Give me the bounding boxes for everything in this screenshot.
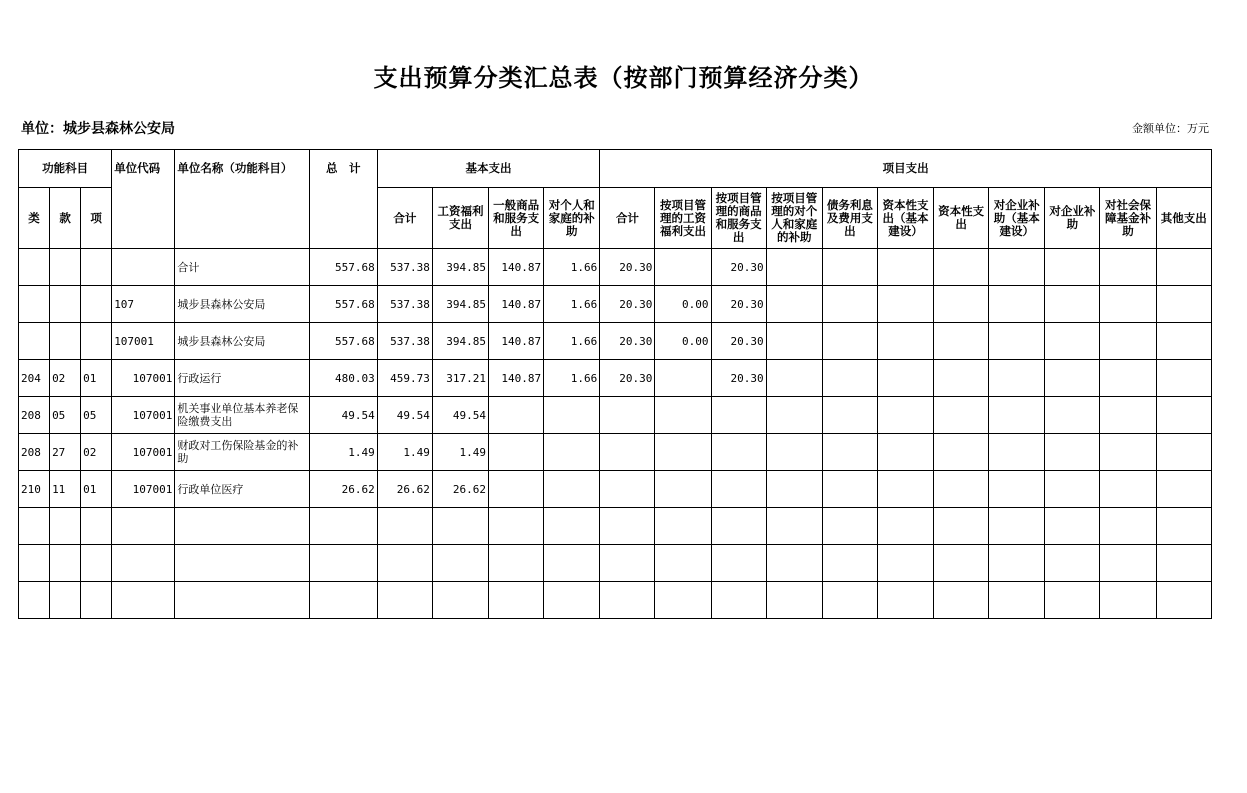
table-row — [19, 360, 1212, 397]
cell-kuan — [50, 323, 81, 360]
cell-project-goods: 20.30 — [711, 323, 766, 360]
header-basic-goods: 一般商品和服务支出 — [489, 188, 544, 249]
cell-total: 557.68 — [309, 286, 377, 323]
header-kuan: 款 — [50, 188, 81, 249]
cell-total: 26.62 — [309, 471, 377, 508]
cell-lei: 210 — [19, 471, 50, 508]
header-basic-expenditure: 基本支出 — [377, 150, 600, 188]
cell-xiang: 05 — [81, 397, 112, 434]
cell-lei — [19, 286, 50, 323]
cell-project-goods: 20.30 — [711, 249, 766, 286]
cell-project-sum: 20.30 — [600, 286, 655, 323]
table-row — [19, 286, 1212, 323]
unit-label: 单位：城步县森林公安局 — [21, 121, 175, 137]
cell-kuan: 11 — [50, 471, 81, 508]
cell-project-goods: 20.30 — [711, 360, 766, 397]
header-project-expenditure: 项目支出 — [600, 150, 1212, 188]
cell-xiang: 01 — [81, 471, 112, 508]
cell-basic-goods: 140.87 — [489, 360, 544, 397]
header-project-family: 按项目管理的对个人和家庭的补助 — [766, 188, 822, 249]
header-lei: 类 — [19, 188, 50, 249]
cell-project-wage — [655, 360, 711, 397]
cell-xiang — [81, 249, 112, 286]
cell-total: 557.68 — [309, 323, 377, 360]
cell-kuan — [50, 286, 81, 323]
cell-basic-goods — [489, 471, 544, 508]
empty-row — [19, 545, 1212, 582]
cell-name: 财政对工伤保险基金的补助 — [175, 434, 309, 471]
cell-project-wage — [655, 249, 711, 286]
amount-unit-label: 金额单位：万元 — [1132, 122, 1209, 135]
cell-basic-wage: 394.85 — [432, 323, 488, 360]
cell-basic-family: 1.66 — [544, 286, 600, 323]
cell-kuan — [50, 249, 81, 286]
header-basic-sum: 合计 — [377, 188, 432, 249]
table-row — [19, 249, 1212, 286]
cell-basic-family — [544, 397, 600, 434]
cell-name: 行政单位医疗 — [175, 471, 309, 508]
header-basic-wage: 工资福利支出 — [432, 188, 488, 249]
cell-total: 49.54 — [309, 397, 377, 434]
cell-basic-goods: 140.87 — [489, 286, 544, 323]
table-body — [19, 249, 1212, 619]
cell-name: 机关事业单位基本养老保险缴费支出 — [175, 397, 309, 434]
cell-basic-family: 1.66 — [544, 249, 600, 286]
cell-name: 城步县森林公安局 — [175, 286, 309, 323]
cell-basic-wage: 26.62 — [432, 471, 488, 508]
cell-total: 557.68 — [309, 249, 377, 286]
cell-basic-sum: 459.73 — [377, 360, 432, 397]
cell-total: 1.49 — [309, 434, 377, 471]
cell-basic-wage: 1.49 — [432, 434, 488, 471]
cell-basic-family — [544, 471, 600, 508]
cell-basic-wage: 317.21 — [432, 360, 488, 397]
cell-code: 107 — [112, 286, 175, 323]
cell-lei: 208 — [19, 397, 50, 434]
header-project-sum: 合计 — [600, 188, 655, 249]
cell-lei: 208 — [19, 434, 50, 471]
header-project-other: 其他支出 — [1156, 188, 1211, 249]
header-project-debt: 债务利息及费用支出 — [822, 188, 877, 249]
header-project-wage: 按项目管理的工资福利支出 — [655, 188, 711, 249]
cell-project-wage: 0.00 — [655, 286, 711, 323]
cell-xiang — [81, 286, 112, 323]
cell-project-wage — [655, 397, 711, 434]
table-header — [19, 150, 1212, 249]
cell-basic-sum: 537.38 — [377, 323, 432, 360]
cell-project-goods: 20.30 — [711, 286, 766, 323]
cell-kuan: 02 — [50, 360, 81, 397]
cell-code: 107001 — [112, 471, 175, 508]
cell-project-sum — [600, 434, 655, 471]
header-xiang: 项 — [81, 188, 112, 249]
page-title: 支出预算分类汇总表（按部门预算经济分类） — [373, 64, 874, 92]
header-basic-family: 对个人和家庭的补助 — [544, 188, 600, 249]
cell-name: 城步县森林公安局 — [175, 323, 309, 360]
cell-project-wage: 0.00 — [655, 323, 711, 360]
cell-project-sum: 20.30 — [600, 323, 655, 360]
cell-basic-goods: 140.87 — [489, 323, 544, 360]
empty-row — [19, 582, 1212, 619]
empty-row — [19, 508, 1212, 545]
cell-basic-wage: 394.85 — [432, 286, 488, 323]
cell-basic-family: 1.66 — [544, 323, 600, 360]
cell-basic-family — [544, 434, 600, 471]
cell-total: 480.03 — [309, 360, 377, 397]
cell-code: 107001 — [112, 360, 175, 397]
cell-code: 107001 — [112, 434, 175, 471]
cell-code — [112, 249, 175, 286]
header-function-subject: 功能科目 — [19, 150, 112, 188]
cell-lei: 204 — [19, 360, 50, 397]
cell-project-goods — [711, 434, 766, 471]
cell-name: 行政运行 — [175, 360, 309, 397]
cell-basic-goods: 140.87 — [489, 249, 544, 286]
cell-xiang — [81, 323, 112, 360]
cell-project-sum — [600, 471, 655, 508]
cell-kuan: 27 — [50, 434, 81, 471]
cell-xiang: 02 — [81, 434, 112, 471]
header-project-goods: 按项目管理的商品和服务支出 — [711, 188, 766, 249]
cell-project-goods — [711, 397, 766, 434]
table-row — [19, 397, 1212, 434]
header-unit-name: 单位名称（功能科目） — [175, 150, 309, 249]
cell-project-wage — [655, 471, 711, 508]
cell-basic-sum: 537.38 — [377, 286, 432, 323]
cell-project-sum: 20.30 — [600, 249, 655, 286]
cell-basic-sum: 1.49 — [377, 434, 432, 471]
cell-basic-goods — [489, 397, 544, 434]
cell-lei — [19, 323, 50, 360]
cell-xiang: 01 — [81, 360, 112, 397]
cell-project-sum: 20.30 — [600, 360, 655, 397]
header-project-enterprise: 对企业补助 — [1045, 188, 1100, 249]
cell-name: 合计 — [175, 249, 309, 286]
cell-basic-wage: 394.85 — [432, 249, 488, 286]
table-row — [19, 323, 1212, 360]
header-project-capital-construction: 资本性支出（基本建设） — [877, 188, 933, 249]
header-project-enterprise-construction: 对企业补助（基本建设） — [989, 188, 1045, 249]
header-unit-code: 单位代码 — [112, 150, 175, 249]
budget-table — [18, 149, 1212, 619]
cell-code: 107001 — [112, 323, 175, 360]
cell-project-goods — [711, 471, 766, 508]
header-project-capital: 资本性支出 — [934, 188, 989, 249]
cell-basic-wage: 49.54 — [432, 397, 488, 434]
header-project-social-security: 对社会保障基金补助 — [1100, 188, 1156, 249]
cell-kuan: 05 — [50, 397, 81, 434]
cell-project-wage — [655, 434, 711, 471]
cell-basic-sum: 49.54 — [377, 397, 432, 434]
table-row — [19, 471, 1212, 508]
cell-project-sum — [600, 397, 655, 434]
cell-basic-family: 1.66 — [544, 360, 600, 397]
table-row — [19, 434, 1212, 471]
cell-basic-sum: 26.62 — [377, 471, 432, 508]
cell-code: 107001 — [112, 397, 175, 434]
header-total: 总 计 — [309, 150, 377, 249]
cell-lei — [19, 249, 50, 286]
cell-basic-sum: 537.38 — [377, 249, 432, 286]
cell-basic-goods — [489, 434, 544, 471]
